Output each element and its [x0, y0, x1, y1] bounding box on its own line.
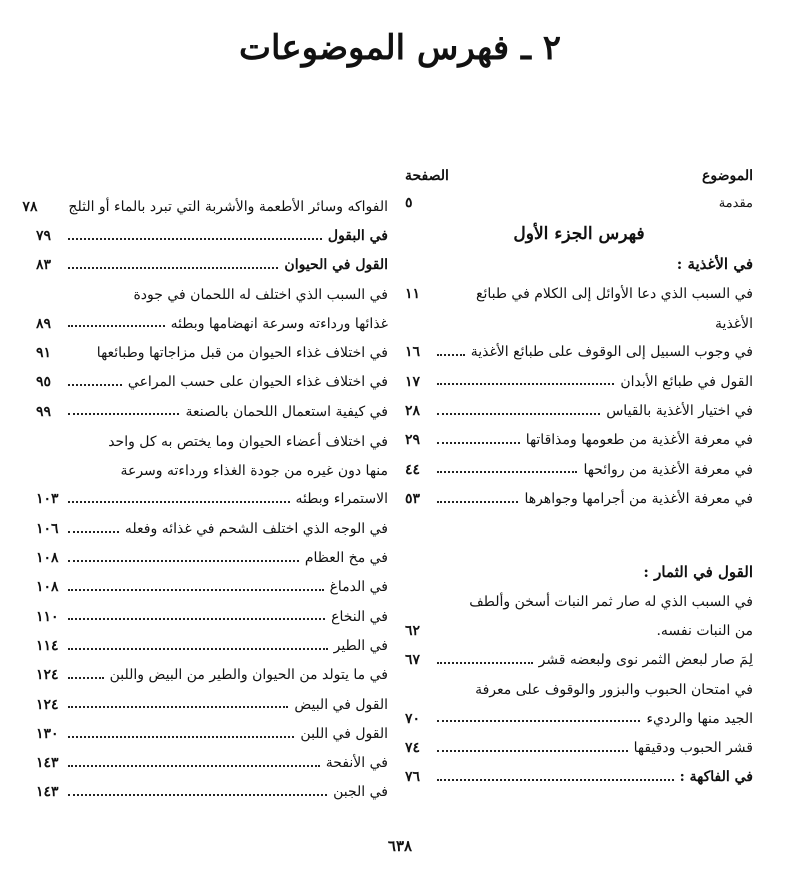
toc-entry-text: القول في اللبن — [300, 725, 388, 742]
leader-dots — [68, 618, 325, 620]
toc-entry — [36, 713, 388, 742]
leader-dots — [68, 794, 327, 796]
toc-entry-page: ٢٩ — [405, 432, 421, 449]
toc-entry-text: مقدمة — [718, 196, 753, 212]
toc-entry-page: ٥ — [405, 195, 413, 212]
toc-entry-text: في الجبن — [333, 784, 388, 801]
toc-entry-page: ١٦ — [405, 344, 421, 361]
leader-dots — [68, 531, 119, 533]
toc-entry — [405, 478, 753, 507]
toc-entry-intro — [405, 190, 753, 212]
toc-entry — [36, 625, 388, 654]
toc-entry-page: ٧٤ — [405, 739, 421, 756]
toc-entry-text: الجيد منها والرديء — [646, 710, 753, 727]
toc-entry-page: ١٠٦ — [36, 520, 59, 537]
toc-entry-text: غذائها ورداءته وسرعة انهضامها وبطئه — [170, 315, 388, 332]
toc-entry-text: الفواكه وسائر الأطعمة والأشربة التي تبرد بالماء أو الثلج — [68, 198, 388, 215]
leader-dots — [68, 238, 322, 240]
toc-entry-page: ٩١ — [36, 344, 52, 361]
toc-entry-text: من النبات نفسه. — [656, 622, 753, 639]
toc-entry-continuation: في السبب الذي له صار ثمر النبات أسخن وألطف — [469, 594, 753, 611]
toc-entry-text: الاستمراء وبطئه — [295, 491, 388, 508]
toc-entry-page: ١٣٠ — [36, 725, 59, 742]
leader-dots — [437, 471, 577, 473]
toc-entry-text: القول في طبائع الأبدان — [620, 373, 753, 390]
toc-entry-text: القول في الحيوان — [284, 257, 388, 274]
leader-dots — [437, 442, 520, 444]
leader-dots — [437, 501, 518, 503]
toc-entry-page: ١٤٣ — [36, 755, 59, 772]
toc-entry-page: ١٤٣ — [36, 784, 59, 801]
toc-entry-text: في مخ العظام — [304, 550, 388, 567]
toc-entry-page: ٧٨ — [22, 198, 38, 215]
toc-entry — [405, 273, 753, 302]
leader-dots — [437, 354, 465, 356]
toc-entry — [405, 757, 753, 786]
toc-entry-text: في الأنفحة — [325, 755, 388, 772]
toc-entry-text: في السبب الذي دعا الأوائل إلى الكلام في طبائع — [476, 285, 753, 302]
leader-dots — [68, 765, 320, 767]
toc-entry — [36, 538, 388, 567]
toc-entry — [405, 390, 753, 419]
toc-entry-text: في اختيار الأغذية بالقياس — [606, 402, 753, 419]
toc-entry-page: ٨٩ — [36, 315, 52, 332]
toc-entry-text: في الفاكهة : — [679, 769, 753, 786]
toc-entry-text: في اختلاف غذاء الحيوان من قبل مزاجاتها وطبائعها — [96, 344, 388, 361]
leader-dots — [68, 560, 299, 562]
toc-entry-continuation: في السبب الذي اختلف له اللحمان في جودة — [133, 287, 388, 304]
toc-entry-page: ٢٨ — [405, 402, 421, 419]
toc-entry-page: ٥٣ — [405, 490, 421, 507]
toc-entry-page: ١٠٨ — [36, 550, 59, 567]
leader-dots — [68, 706, 288, 708]
toc-entry-continuation: في اختلاف أعضاء الحيوان وما يختص به كل واحد — [108, 433, 388, 450]
toc-entry — [405, 332, 753, 361]
page-title: ٢ ـ فهرس الموضوعات — [238, 28, 562, 68]
page-number: ٦٣٨ — [387, 837, 413, 855]
toc-entry-page: ١١ — [405, 285, 421, 302]
page-header: الصفحة — [405, 168, 449, 184]
toc-entry-page: ٩٩ — [36, 403, 52, 420]
toc-entry-text: في الدماغ — [329, 579, 388, 596]
toc-entry-page: ٩٥ — [36, 374, 52, 391]
toc-entry — [405, 610, 753, 639]
toc-entry-page: ١٧ — [405, 373, 421, 390]
leader-dots — [68, 413, 179, 415]
toc-entry — [405, 361, 753, 390]
toc-entry — [36, 684, 388, 713]
toc-header — [405, 168, 753, 190]
toc-entry-page: ٧٩ — [36, 227, 52, 244]
toc-entry-page: ١٢٤ — [36, 696, 59, 713]
toc-entry-text: في ما يتولد من الحيوان والطير من البيض واللبن — [109, 667, 388, 684]
leader-dots — [68, 384, 122, 386]
toc-entry-page: ٧٦ — [405, 769, 421, 786]
toc-entry-text: في اختلاف غذاء الحيوان على حسب المراعي — [127, 374, 388, 391]
toc-entry-text: قشر الحبوب ودقيقها — [633, 739, 753, 756]
toc-entry — [405, 640, 753, 669]
toc-entry — [36, 479, 388, 508]
toc-entry — [36, 567, 388, 596]
toc-entry-text: في الوجه الذي اختلف الشحم في غذائه وفعله — [124, 520, 388, 537]
toc-entry-text: في النخاع — [331, 608, 388, 625]
toc-entry-text: في وجوب السبيل إلى الوقوف على طبائع الأغذية — [470, 344, 753, 361]
toc-section-heading: القول في الثمار : — [643, 562, 753, 581]
leader-dots — [437, 779, 674, 781]
leader-dots — [437, 383, 614, 385]
leader-dots — [437, 720, 640, 722]
toc-entry — [36, 508, 388, 537]
toc-entry-continuation: في امتحان الحبوب والبزور والوقوف على معرفة — [475, 682, 753, 699]
part-title: فهرس الجزء الأول — [513, 224, 645, 244]
toc-entry — [22, 186, 388, 215]
subject-header: الموضوع — [702, 168, 753, 184]
leader-dots — [437, 750, 628, 752]
toc-entry-page: ٦٢ — [405, 622, 421, 639]
toc-entry-page: ١٢٤ — [36, 667, 59, 684]
toc-entry-page: ٦٧ — [405, 652, 421, 669]
toc-entry — [36, 245, 388, 274]
toc-entry-page: ١١٤ — [36, 637, 59, 654]
toc-entry-page: ٨٣ — [36, 257, 52, 274]
toc-entry-text: في معرفة الأغذية من روائحها — [583, 461, 753, 478]
toc-entry — [405, 698, 753, 727]
leader-dots — [68, 501, 290, 503]
toc-entry-continuation: منها دون غيره من جودة الغذاء ورداءته وسرعة — [120, 462, 388, 479]
leader-dots — [68, 648, 328, 650]
toc-entry — [405, 727, 753, 756]
toc-entry — [405, 420, 753, 449]
toc-left-column — [22, 186, 388, 801]
toc-entry — [36, 772, 388, 801]
toc-entry-page: ٤٤ — [405, 461, 421, 478]
toc-entry-text: القول في البيض — [294, 696, 388, 713]
toc-entry — [36, 743, 388, 772]
leader-dots — [68, 325, 165, 327]
toc-spacer — [405, 508, 753, 552]
toc-entry-page: ١١٠ — [36, 608, 59, 625]
toc-entry — [405, 449, 753, 478]
toc-entry — [36, 303, 388, 332]
toc-right-column — [405, 168, 753, 786]
leader-dots — [68, 736, 294, 738]
toc-entry-page: ١٠٣ — [36, 491, 59, 508]
leader-dots — [68, 589, 324, 591]
toc-entry-text: في معرفة الأغذية من طعومها ومذاقاتها — [525, 432, 753, 449]
toc-entry-text: في معرفة الأغذية من أجرامها وجواهرها — [524, 490, 753, 507]
toc-entry-text: في الطير — [333, 637, 388, 654]
leader-dots — [68, 267, 278, 269]
toc-entry — [36, 332, 388, 361]
leader-dots — [68, 677, 104, 679]
leader-dots — [437, 413, 600, 415]
toc-entry-page: ١٠٨ — [36, 579, 59, 596]
leader-dots — [437, 662, 533, 664]
toc-entry — [36, 596, 388, 625]
toc-entry-text: لِمَ صار لبعض الثمر نوى ولبعضه قشر — [538, 652, 753, 669]
toc-entry — [36, 391, 388, 420]
toc-entry — [36, 655, 388, 684]
toc-entry-page: ٧٠ — [405, 710, 421, 727]
toc-entry-text: في البقول — [327, 227, 388, 244]
toc-entry-continuation: الأغذية — [715, 315, 753, 332]
toc-entry — [36, 215, 388, 244]
toc-section-heading: في الأغذية : — [676, 255, 753, 274]
toc-entry — [36, 362, 388, 391]
toc-entry-text: في كيفية استعمال اللحمان بالصنعة — [185, 403, 388, 420]
